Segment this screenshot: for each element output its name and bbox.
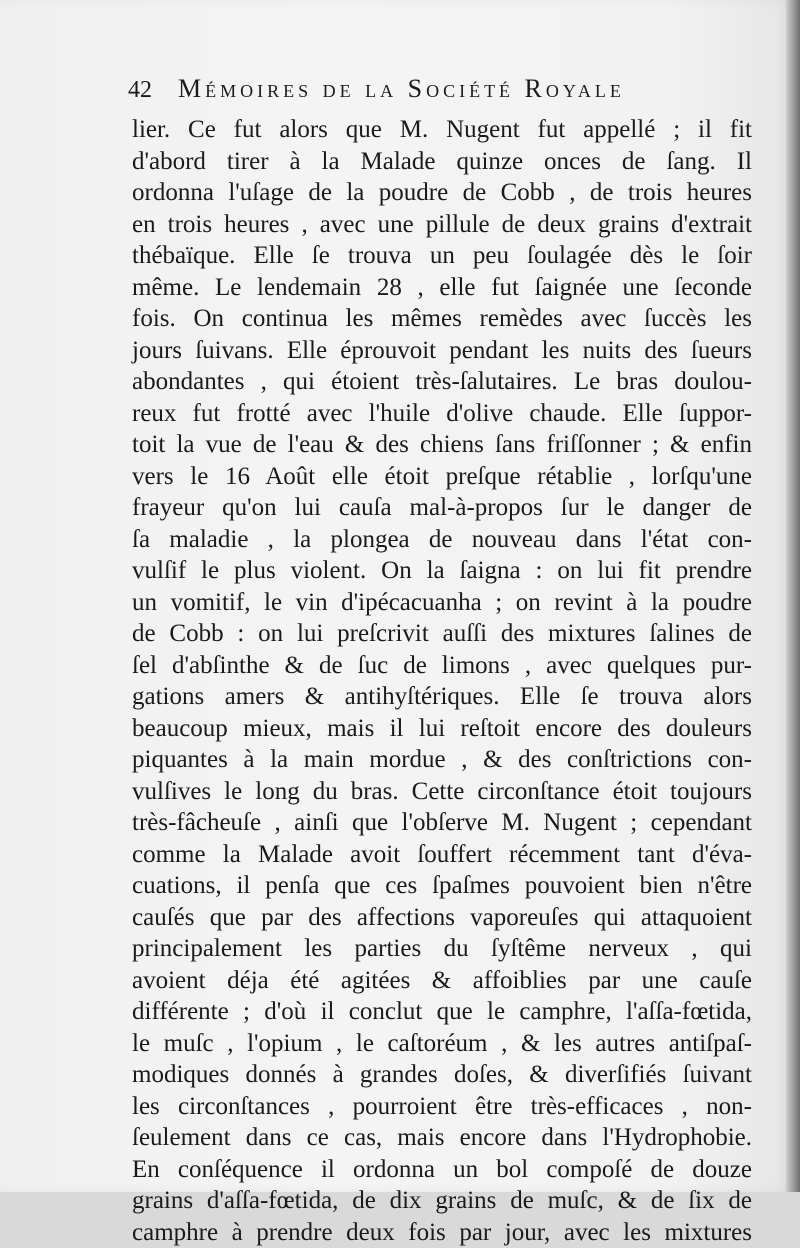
text-line: ſa maladie , la plongea de nouveau dans l'état con-: [132, 524, 752, 556]
text-line: beaucoup mieux, mais il lui reſtoit encore des douleurs: [132, 713, 752, 745]
text-line: gations amers & antihyſtériques. Elle ſe trouva alors: [132, 681, 752, 713]
text-line: ordonna l'uſage de la poudre de Cobb , de trois heures: [132, 177, 752, 209]
page-spine-edge: [786, 0, 800, 1192]
text-line: ſeulement dans ce cas, mais encore dans l'Hydrophobie.: [132, 1122, 752, 1154]
text-line: vers le 16 Août elle étoit preſque rétablie , lorſqu'une: [132, 461, 752, 493]
text-line: reux fut frotté avec l'huile d'olive chaude. Elle ſuppor-: [132, 398, 752, 430]
text-line: frayeur qu'on lui cauſa mal-à-propos ſur le danger de: [132, 492, 752, 524]
text-line: avoient déja été agitées & affoiblies par une cauſe: [132, 965, 752, 997]
text-line: cuations, il penſa que ces ſpaſmes pouvoient bien n'être: [132, 870, 752, 902]
text-line: en trois heures , avec une pillule de deux grains d'extrait: [132, 209, 752, 241]
page-header: [128, 74, 756, 114]
text-line: d'abord tirer à la Malade quinze onces de ſang. Il: [132, 146, 752, 178]
text-line: principalement les parties du ſyſtême nerveux , qui: [132, 933, 752, 965]
text-line: piquantes à la main mordue , & des conſtrictions con-: [132, 744, 752, 776]
text-line: En conſéquence il ordonna un bol compoſé de douze: [132, 1154, 752, 1186]
text-line: fois. On continua les mêmes remèdes avec ſuccès les: [132, 303, 752, 335]
text-line: thébaïque. Elle ſe trouva un peu ſoulagée dès le ſoir: [132, 240, 752, 272]
text-line: ſel d'abſinthe & de ſuc de limons , avec quelques pur-: [132, 650, 752, 682]
text-line: vulſif le plus violent. On la ſaigna : on lui fit prendre: [132, 555, 752, 587]
text-line: modiques donnés à grandes doſes, & diverſifiés ſuivant: [132, 1059, 752, 1091]
text-line: jours ſuivans. Elle éprouvoit pendant les nuits des ſueurs: [132, 335, 752, 367]
text-line: camphre à prendre deux fois par jour, avec les mixtures: [132, 1217, 752, 1248]
text-line: les circonſtances , pourroient être très-efficaces , non-: [132, 1091, 752, 1123]
text-line: vulſives le long du bras. Cette circonſtance étoit toujours: [132, 776, 752, 808]
text-line: lier. Ce fut alors que M. Nugent fut appellé ; il fit: [132, 114, 752, 146]
text-line: abondantes , qui étoient très-ſalutaires. Le bras doulou-: [132, 366, 752, 398]
text-line: très-fâcheuſe , ainſi que l'obſerve M. Nugent ; cependant: [132, 807, 752, 839]
text-line: grains d'aſſa-fœtida, de dix grains de muſc, & de ſix de: [132, 1185, 752, 1217]
running-head: Mémoires de la Société Royale: [178, 74, 625, 104]
text-line: toit la vue de l'eau & des chiens ſans friſſonner ; & enfin: [132, 429, 752, 461]
page-number: 42: [128, 77, 178, 104]
text-line: cauſés que par des affections vaporeuſes qui attaquoient: [132, 902, 752, 934]
text-line: un vomitif, le vin d'ipécacuanha ; on revint à la poudre: [132, 587, 752, 619]
text-line: de Cobb : on lui preſcrivit auſſi des mixtures ſalines de: [132, 618, 752, 650]
text-line: comme la Malade avoit ſouffert récemment tant d'éva-: [132, 839, 752, 871]
text-line: différente ; d'où il conclut que le camphre, l'aſſa-fœtida,: [132, 996, 752, 1028]
text-line: même. Le lendemain 28 , elle fut ſaignée une ſeconde: [132, 272, 752, 304]
body-text: [132, 114, 752, 1248]
text-line: le muſc , l'opium , le caſtoréum , & les autres antiſpaſ-: [132, 1028, 752, 1060]
